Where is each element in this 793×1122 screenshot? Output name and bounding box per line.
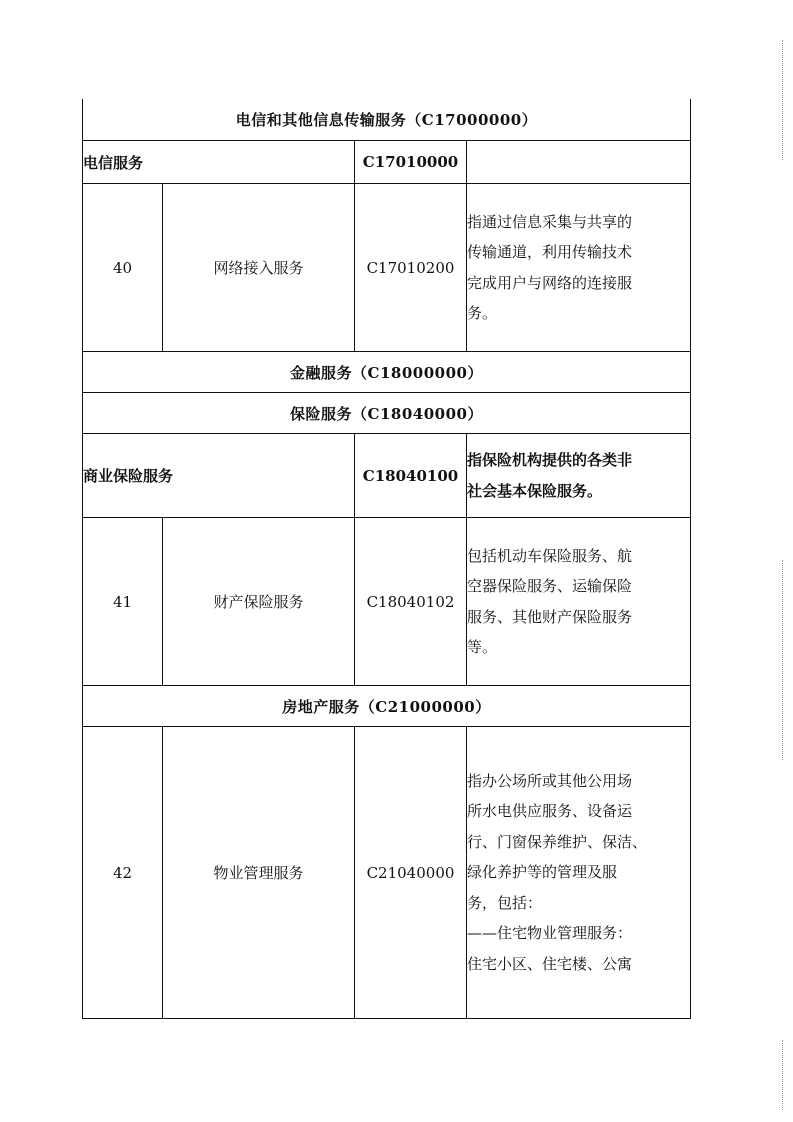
item-number: 41 xyxy=(83,518,163,686)
section-heading: 保险服务（C18040000） xyxy=(83,393,691,434)
table-row-category xyxy=(83,434,691,518)
description-line: 指通过信息采集与共享的 xyxy=(467,212,633,231)
scan-edge-mark xyxy=(782,40,783,160)
description-line: 绿化养护等的管理及服 xyxy=(467,863,618,882)
description-line: 完成用户与网络的连接服 xyxy=(467,273,633,292)
description-line: 包括机动车保险服务、航 xyxy=(467,546,633,565)
description-line: 等。 xyxy=(467,638,498,656)
description-line: 住宅小区、住宅楼、公寓 xyxy=(467,954,633,973)
item-number: 40 xyxy=(83,184,163,352)
table-row-section xyxy=(83,686,691,727)
category-description xyxy=(467,141,691,184)
item-name: 网络接入服务 xyxy=(163,184,355,352)
description-line: 务，包括： xyxy=(467,893,543,912)
item-number: 42 xyxy=(83,727,163,1019)
table-row-item xyxy=(83,184,691,352)
scan-edge-mark xyxy=(782,560,783,760)
category-description xyxy=(467,434,691,518)
item-code: C21040000 xyxy=(355,727,467,1019)
item-code: C17010200 xyxy=(355,184,467,352)
description-line: ——住宅物业管理服务： xyxy=(467,924,633,943)
item-description xyxy=(467,184,691,352)
item-code: C18040102 xyxy=(355,518,467,686)
category-code: C17010000 xyxy=(355,141,467,184)
description-line: 行、门窗保养维护、保洁、 xyxy=(467,832,648,851)
description-line: 社会基本保险服务。 xyxy=(467,481,603,500)
description-line: 所水电供应服务、设备运 xyxy=(467,802,633,821)
description-line: 服务、其他财产保险服务 xyxy=(467,607,633,626)
scan-edge-mark xyxy=(782,1040,783,1110)
item-description xyxy=(467,727,691,1019)
table-row-section xyxy=(83,393,691,434)
category-name: 商业保险服务 xyxy=(83,434,355,518)
item-description xyxy=(467,518,691,686)
section-heading: 金融服务（C18000000） xyxy=(83,352,691,393)
table-row-item xyxy=(83,727,691,1019)
item-name: 物业管理服务 xyxy=(163,727,355,1019)
table-row-section xyxy=(83,352,691,393)
item-name: 财产保险服务 xyxy=(163,518,355,686)
description-line: 传输通道，利用传输技术 xyxy=(467,243,633,261)
category-name: 电信服务 xyxy=(83,141,355,184)
table-row-section xyxy=(83,99,691,141)
table-row-item xyxy=(83,518,691,686)
description-line: 务。 xyxy=(467,304,498,322)
service-classification-table xyxy=(82,99,691,1019)
description-line: 空器保险服务、运输保险 xyxy=(467,577,633,595)
description-line: 指保险机构提供的各类非 xyxy=(467,451,633,469)
description-line: 指办公场所或其他公用场 xyxy=(467,771,633,790)
category-code: C18040100 xyxy=(355,434,467,518)
section-heading: 电信和其他信息传输服务（C17000000） xyxy=(83,99,691,141)
table-row-category xyxy=(83,141,691,184)
section-heading: 房地产服务（C21000000） xyxy=(83,686,691,727)
